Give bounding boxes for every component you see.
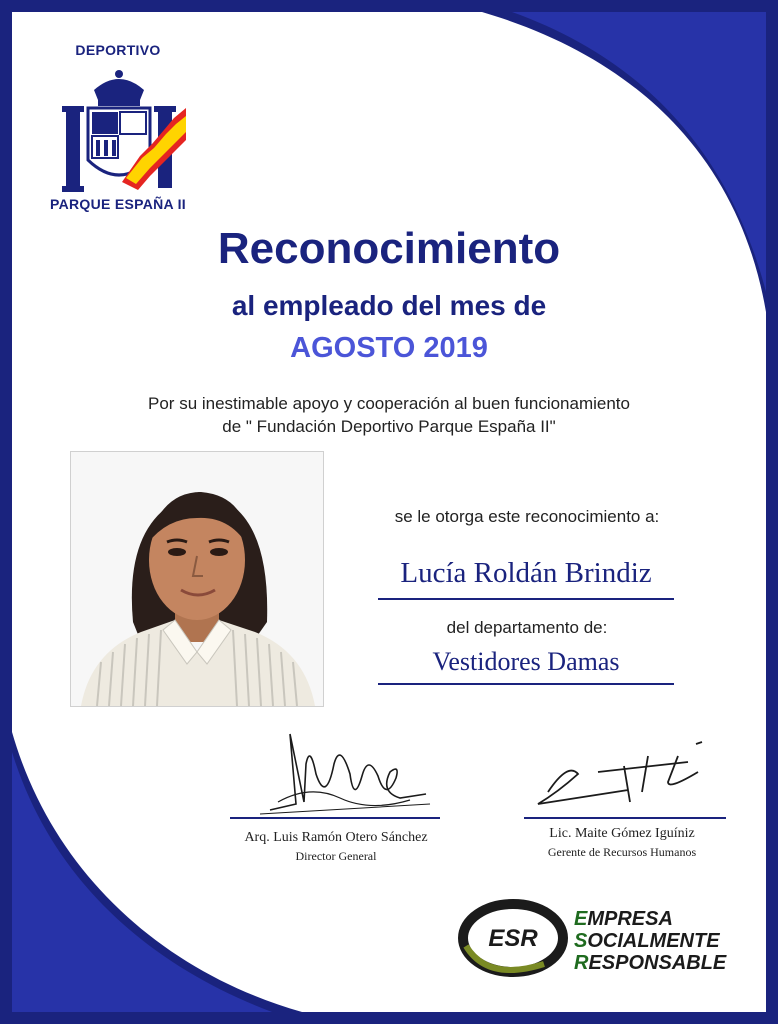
- esr-line-1: [574, 908, 726, 930]
- director-name: Arq. Luis Ramón Otero Sánchez: [244, 830, 428, 845]
- recipient-underline: [378, 598, 674, 600]
- department-name: Vestidores Damas: [432, 647, 620, 676]
- coat-of-arms-icon: [52, 60, 186, 194]
- hr-role: Gerente de Recursos Humanos: [547, 845, 697, 859]
- award-statement: se le otorga este reconocimiento a:: [394, 507, 660, 526]
- esr-line-2-rest: OCIALMENTE: [587, 930, 720, 952]
- esr-line-2-initial: S: [574, 930, 588, 952]
- citation-line-1: Por su inestimable apoyo y cooperación al buen funcionamiento: [148, 394, 630, 413]
- esr-line-2: [574, 930, 726, 952]
- certificate-title: Reconocimiento: [217, 224, 561, 273]
- esr-badge-text: ESR: [488, 925, 538, 952]
- hr-signature-line: [524, 817, 726, 819]
- hr-signature: [518, 732, 718, 822]
- hr-name: Lic. Maite Gómez Iguíniz: [549, 826, 695, 841]
- esr-line-3-rest: ESPONSABLE: [588, 952, 727, 974]
- director-role: Director General: [295, 849, 377, 863]
- award-month: AGOSTO 2019: [290, 332, 488, 364]
- recipient-name: Lucía Roldán Brindiz: [400, 557, 652, 589]
- esr-line-3: [574, 952, 726, 974]
- esr-wordmark: [574, 908, 726, 974]
- portrait-image: [71, 452, 323, 706]
- esr-logo-icon: [458, 898, 568, 978]
- logo-top-text: DEPORTIVO: [75, 42, 161, 58]
- club-logo: [38, 40, 198, 220]
- esr-line-1-rest: MPRESA: [587, 908, 673, 930]
- logo-bottom-text: PARQUE ESPAÑA II: [49, 196, 186, 212]
- citation-line-2: de " Fundación Deportivo Parque España II": [222, 417, 556, 436]
- esr-line-1-initial: E: [574, 908, 588, 930]
- department-underline: [378, 683, 674, 685]
- certificate-subtitle: al empleado del mes de: [231, 290, 547, 321]
- director-signature: [230, 714, 440, 824]
- citation-text: [12, 392, 766, 438]
- employee-photo: [70, 451, 324, 707]
- certificate-page: [12, 12, 766, 1012]
- esr-line-3-initial: R: [574, 952, 589, 974]
- department-label: del departamento de:: [446, 618, 608, 637]
- director-signature-line: [230, 817, 440, 819]
